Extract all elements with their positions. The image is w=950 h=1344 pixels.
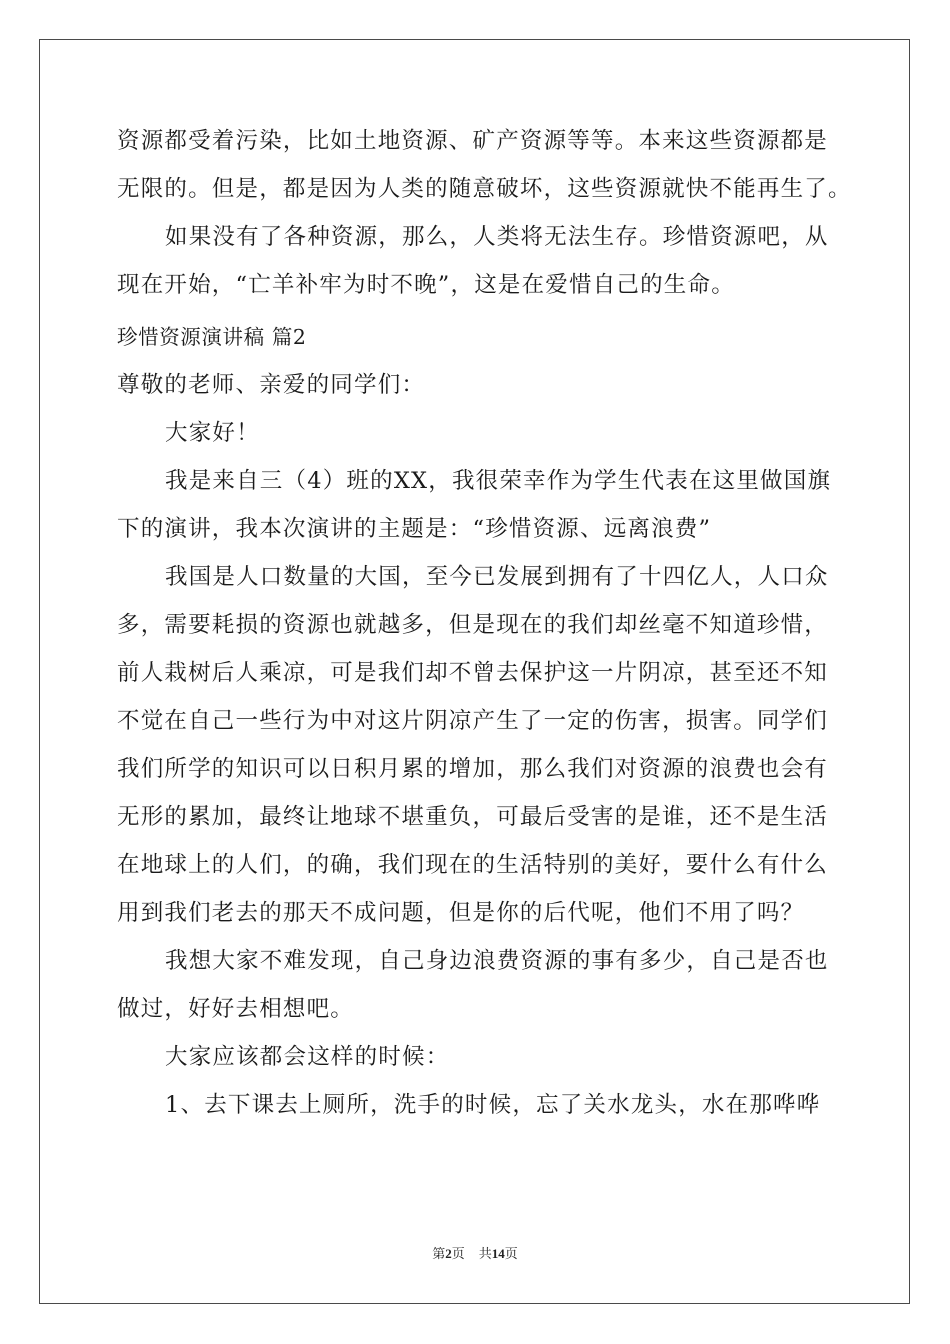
paragraph-line: 下的演讲，我本次演讲的主题是：“珍惜资源、远离浪费” — [117, 516, 712, 542]
greeting: 大家好！ — [165, 420, 260, 446]
paragraph-line: 如果没有了各种资源，那么，人类将无法生存。珍惜资源吧，从 — [165, 224, 829, 250]
paragraph-line: 资源都受着污染，比如土地资源、矿产资源等等。本来这些资源都是 — [117, 128, 829, 154]
section-heading: 珍惜资源演讲稿 篇2 — [117, 325, 307, 349]
paragraph-line: 无形的累加，最终让地球不堪重负，可最后受害的是谁，还不是生活 — [117, 804, 829, 830]
page-suffix: 页 — [451, 1247, 465, 1262]
paragraph-line: 我想大家不难发现，自己身边浪费资源的事有多少，自己是否也 — [165, 948, 829, 974]
page-footer — [0, 1246, 950, 1263]
paragraph-line: 无限的。但是，都是因为人类的随意破坏，这些资源就快不能再生了。 — [117, 176, 852, 202]
paragraph-line: 我们所学的知识可以日积月累的增加，那么我们对资源的浪费也会有 — [117, 756, 829, 782]
total-pages: 14 — [491, 1246, 505, 1261]
paragraph-line: 在地球上的人们，的确，我们现在的生活特别的美好，要什么有什么 — [117, 852, 829, 878]
total-label: 共 — [478, 1247, 492, 1262]
total-suffix: 页 — [504, 1247, 518, 1262]
paragraph-line: 用到我们老去的那天不成问题，但是你的后代呢，他们不用了吗？ — [117, 900, 805, 926]
paragraph-line: 做过，好好去相想吧。 — [117, 996, 355, 1022]
page-label: 第 — [432, 1247, 446, 1262]
paragraph-line: 不觉在自己一些行为中对这片阴凉产生了一定的伤害，损害。同学们 — [117, 708, 829, 734]
page-number: 2 — [445, 1246, 452, 1261]
salutation: 尊敬的老师、亲爱的同学们： — [117, 372, 426, 398]
paragraph-line: 现在开始，“亡羊补牢为时不晚”，这是在爱惜自己的生命。 — [117, 272, 735, 298]
paragraph-line: 我是来自三（4）班的XX，我很荣幸作为学生代表在这里做国旗 — [165, 468, 832, 494]
paragraph-line: 我国是人口数量的大国，至今已发展到拥有了十四亿人，人口众 — [165, 564, 829, 590]
paragraph-line: 前人栽树后人乘凉，可是我们却不曾去保护这一片阴凉，甚至还不知 — [117, 660, 829, 686]
paragraph-line: 多，需要耗损的资源也就越多，但是现在的我们却丝毫不知道珍惜， — [117, 612, 829, 638]
paragraph-line: 大家应该都会这样的时候： — [165, 1044, 450, 1070]
paragraph-line: 1、去下课去上厕所，洗手的时候，忘了关水龙头，水在那哗哗 — [165, 1092, 821, 1118]
